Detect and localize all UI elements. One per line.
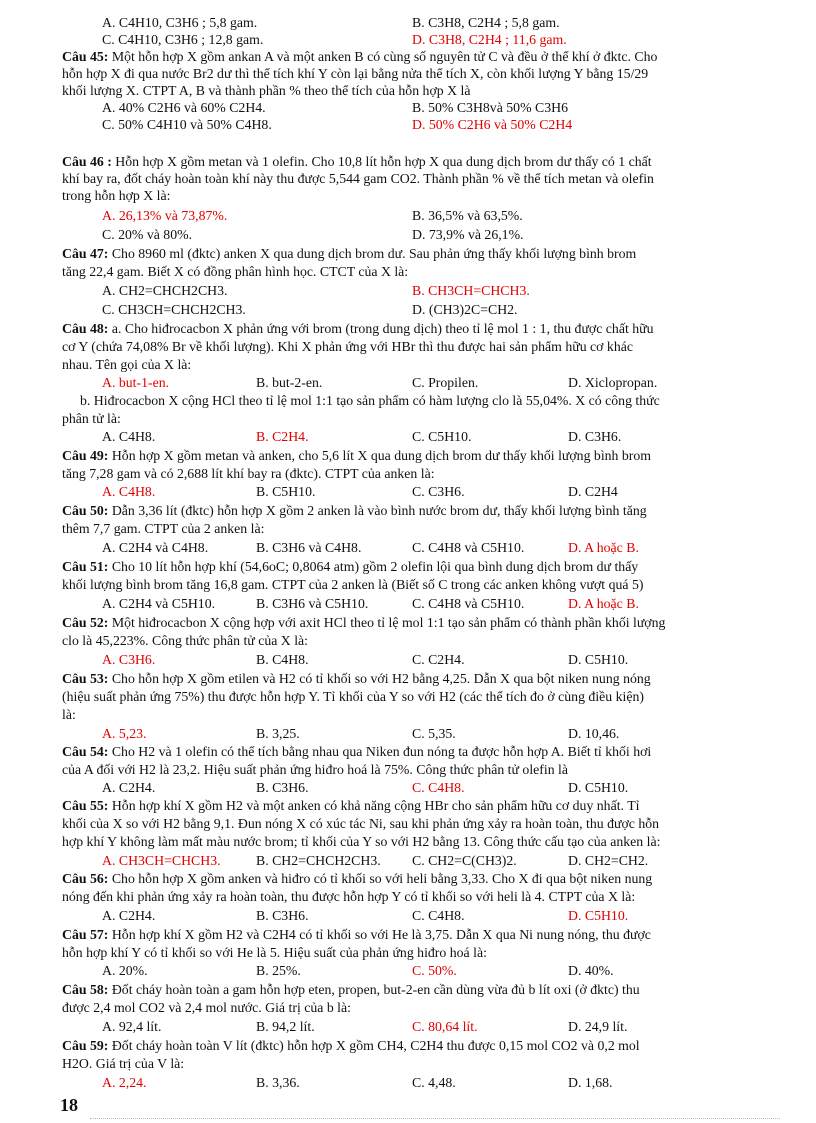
question-label: Câu 56: (62, 871, 109, 886)
option-a-answer: A. CH3CH=CHCH3. (102, 853, 221, 868)
question-text: Một hỗn hợp X gồm ankan A và một anken B có cùng số nguyên tử C và đều ở thể khí ở đktc. Cho (108, 49, 658, 64)
question-label: Câu 53: (62, 671, 109, 686)
footer-divider (90, 1118, 780, 1119)
option-c: C. C4H8 và C5H10. (412, 540, 525, 555)
option-c: C. 20% và 80%. (102, 227, 193, 242)
option-c: C. C4H8 và C5H10. (412, 596, 525, 611)
question-label: Câu 54: (62, 744, 109, 759)
option-c: C. C4H8. (412, 908, 465, 923)
question-48-line-1 (62, 320, 778, 337)
option-c: C. C5H10. (412, 429, 472, 444)
question-label: Câu 49: (62, 448, 109, 463)
option-b: B. C3H6. (256, 780, 309, 795)
option-d-answer: D. 50% C2H6 và 50% C2H4 (412, 117, 573, 132)
question-57-line-2: hỗn hợp khí Y có tỉ khối so với He là 5. Hiệu suất của phản ứng hiđro hoá là: (62, 945, 487, 960)
option-b: B. C5H10. (256, 484, 316, 499)
option-b-answer: B. CH3CH=CHCH3. (412, 283, 530, 298)
question-text: Cho hỗn hợp X gồm anken và hiđro có tỉ khối so với heli bằng 3,33. Cho X đi qua bột niken nung (108, 871, 653, 886)
question-54-line-1 (62, 743, 778, 760)
option-d: D. Xiclopropan. (568, 375, 658, 390)
option-c: C. C4H10, C3H6 ; 12,8 gam. (102, 32, 264, 47)
question-label: Câu 47: (62, 246, 109, 261)
question-label: Câu 45: (62, 49, 109, 64)
question-53-line-3: là: (62, 707, 76, 722)
option-d: D. (CH3)2C=CH2. (412, 302, 518, 317)
question-52-line-2: clo là 45,223%. Công thức phân tử của X là: (62, 633, 308, 648)
option-a: A. C2H4 và C4H8. (102, 540, 209, 555)
question-47-line-2: tăng 22,4 gam. Biết X có đồng phân hình học. CTCT của X là: (62, 264, 409, 279)
option-c: C. 4,48. (412, 1075, 456, 1090)
option-d: D. C5H10. (568, 780, 629, 795)
question-label: Câu 57: (62, 927, 109, 942)
question-52-line-1 (62, 614, 778, 631)
option-c: C. C2H4. (412, 652, 465, 667)
option-b: B. C4H8. (256, 652, 309, 667)
option-c-answer: C. 80,64 lít. (412, 1019, 478, 1034)
question-label: Câu 50: (62, 503, 109, 518)
question-text: Dẫn 3,36 lít (đktc) hỗn hợp X gồm 2 anken là vào bình nước brom dư, thấy khối lượng bình tăng (108, 503, 647, 518)
option-a: A. C2H4 và C5H10. (102, 596, 216, 611)
option-d-answer: D. A hoặc B. (568, 596, 639, 611)
question-label: Câu 55: (62, 798, 109, 813)
option-c-answer: C. 50%. (412, 963, 457, 978)
option-d: D. 10,46. (568, 726, 620, 741)
option-b: B. C3H8, C2H4 ; 5,8 gam. (412, 15, 560, 30)
option-a-answer: A. 26,13% và 73,87%. (102, 208, 228, 223)
question-label: Câu 48: (62, 321, 109, 336)
question-50-line-1 (62, 502, 778, 519)
question-58-line-2: được 2,4 mol CO2 và 2,4 mol nước. Giá trị của b là: (62, 1000, 351, 1015)
option-a: A. 92,4 lít. (102, 1019, 162, 1034)
question-54-line-2: của A đối với H2 là 23,2. Hiệu suất phản ứng hiđro hoá là 75%. Công thức phân tử olefin là (62, 762, 569, 777)
question-label: Câu 52: (62, 615, 109, 630)
question-49-line-2: tăng 7,28 gam và có 2,688 lít khí bay ra (đktc). CTPT của anken là: (62, 466, 435, 481)
question-59-line-1 (62, 1037, 778, 1054)
option-a-answer: A. but-1-en. (102, 375, 170, 390)
question-46-line-1 (62, 153, 778, 170)
question-48-line-2: cơ Y (chứa 74,08% Br về khối lượng). Khi X phản ứng với HBr thì thu được hai sản phẩm hữu cơ khác (62, 339, 633, 354)
option-a: A. C2H4. (102, 908, 156, 923)
option-a: A. C4H8. (102, 429, 156, 444)
question-45-line-1 (62, 48, 778, 65)
option-c: C. 50% C4H10 và 50% C4H8. (102, 117, 272, 132)
question-53-line-2: (hiệu suất phản ứng 75%) thu được hỗn hợp Y. Tỉ khối của Y so với H2 (các thể tích đo ở cùng điều kiện) (62, 689, 644, 704)
question-label: Câu 58: (62, 982, 109, 997)
question-text: Đốt cháy hoàn toàn a gam hỗn hợp eten, propen, but-2-en cần dùng vừa đủ b lít oxi (ở đktc) thu (108, 982, 640, 997)
question-49-line-1 (62, 447, 778, 464)
option-b: B. C3H6 và C4H8. (256, 540, 362, 555)
option-c: C. Propilen. (412, 375, 479, 390)
question-55-line-2: khối của X so với H2 bằng 9,1. Đun nóng X có xúc tác Ni, sau khi phản ứng xảy ra hoàn toàn, thu được hỗn (62, 816, 660, 831)
option-d: D. C2H4 (568, 484, 618, 499)
option-c: C. CH3CH=CHCH2CH3. (102, 302, 246, 317)
option-b: B. C3H6 và C5H10. (256, 596, 369, 611)
option-a: A. C4H10, C3H6 ; 5,8 gam. (102, 15, 258, 30)
option-c: C. CH2=C(CH3)2. (412, 853, 517, 868)
option-d-answer: D. C3H8, C2H4 ; 11,6 gam. (412, 32, 567, 47)
question-46-line-3: trong hỗn hợp X là: (62, 188, 171, 203)
question-text: Cho 8960 ml (đktc) anken X qua dung dịch brom dư. Sau phản ứng thấy khối lượng bình brom (108, 246, 637, 261)
option-d: D. 1,68. (568, 1075, 613, 1090)
question-58-line-1 (62, 981, 778, 998)
question-56-line-1 (62, 870, 778, 887)
option-d: D. C5H10. (568, 652, 629, 667)
option-b: B. 3,25. (256, 726, 300, 741)
option-d: D. 73,9% và 26,1%. (412, 227, 524, 242)
question-label: Câu 59: (62, 1038, 109, 1053)
option-d: D. 24,9 lít. (568, 1019, 628, 1034)
question-text: Hỗn hợp khí X gồm H2 và C2H4 có tỉ khối so với He là 3,75. Dẫn X qua Ni nung nóng, thu được (108, 927, 651, 942)
question-text: Cho 10 lít hỗn hợp khí (54,6oC; 0,8064 atm) gồm 2 olefin lội qua bình dung dịch brom dư thấy (108, 559, 639, 574)
option-d: D. CH2=CH2. (568, 853, 649, 868)
question-48b-line-1: b. Hiđrocacbon X cộng HCl theo tỉ lệ mol 1:1 tạo sản phẩm có hàm lượng clo là 55,04%. X có công thức (80, 393, 660, 408)
option-b: B. 3,36. (256, 1075, 300, 1090)
option-b: B. but-2-en. (256, 375, 323, 390)
option-c-answer: C. C4H8. (412, 780, 465, 795)
question-text: Hỗn hợp khí X gồm H2 và một anken có khả năng cộng HBr cho sản phẩm hữu cơ duy nhất. Tỉ (108, 798, 640, 813)
question-50-line-2: thêm 7,7 gam. CTPT của 2 anken là: (62, 521, 265, 536)
question-text: Cho hỗn hợp X gồm etilen và H2 có tỉ khối so với H2 bằng 4,25. Dẫn X qua bột niken nung nóng (108, 671, 651, 686)
question-45-line-2: hỗn hợp X đi qua nước Br2 dư thì thể tích khí Y còn lại bằng nửa thể tích X, còn khối lượng Y bằng 15/29 (62, 66, 649, 81)
option-a: A. 20%. (102, 963, 148, 978)
question-53-line-1 (62, 670, 778, 687)
question-text: Cho H2 và 1 olefin có thể tích bằng nhau qua Niken đun nóng ta được hỗn hợp A. Biết tỉ khối hơi (108, 744, 652, 759)
question-48-line-3: nhau. Tên gọi của X là: (62, 357, 192, 372)
question-text: Hỗn hợp X gồm metan và anken, cho 5,6 lít X qua dung dịch brom dư thấy khối lượng bình brom (108, 448, 652, 463)
question-45-line-3: khối lượng X. CTPT A, B và thành phần % theo thể tích của hỗn hợp X là (62, 83, 471, 98)
question-46-line-2: khí bay ra, đốt cháy hoàn toàn khí này thu được 5,544 gam CO2. Thành phần % về thể tích metan và olefin (62, 171, 654, 186)
option-a: A. CH2=CHCH2CH3. (102, 283, 228, 298)
option-b: B. 25%. (256, 963, 301, 978)
question-label: Câu 51: (62, 559, 109, 574)
question-55-line-1 (62, 797, 778, 814)
option-c: C. 5,35. (412, 726, 456, 741)
option-a: A. 40% C2H6 và 60% C2H4. (102, 100, 266, 115)
question-55-line-3: hợp khí Y không làm mất màu nước brom; tỉ khối của Y so với H2 bằng 13. Công thức cấu tạo của anken là: (62, 834, 661, 849)
option-b: B. 36,5% và 63,5%. (412, 208, 523, 223)
option-d-answer: D. C5H10. (568, 908, 629, 923)
option-b: B. C3H6. (256, 908, 309, 923)
question-47-line-1 (62, 245, 778, 262)
question-51-line-2: khối lượng bình brom tăng 16,8 gam. CTPT của 2 anken là (Biết số C trong các anken không vượt quá 5) (62, 577, 644, 592)
question-text: a. Cho hiđrocacbon X phản ứng với brom (trong dung dịch) theo tỉ lệ mol 1 : 1, thu được chất hữu (108, 321, 654, 336)
option-a-answer: A. 5,23. (102, 726, 147, 741)
question-48b-line-2: phân tử là: (62, 411, 121, 426)
option-c: C. C3H6. (412, 484, 465, 499)
question-text: Một hiđrocacbon X cộng hợp với axit HCl theo tỉ lệ mol 1:1 tạo sản phẩm có thành phần khối lượng (108, 615, 666, 630)
option-a-answer: A. 2,24. (102, 1075, 147, 1090)
question-text: Hỗn hợp X gồm metan và 1 olefin. Cho 10,8 lít hỗn hợp X qua dung dịch brom dư thấy có 1 chất (111, 154, 652, 169)
option-a-answer: A. C4H8. (102, 484, 156, 499)
question-57-line-1 (62, 926, 778, 943)
page-number: 18 (60, 1095, 78, 1115)
option-a-answer: A. C3H6. (102, 652, 156, 667)
option-d-answer: D. A hoặc B. (568, 540, 639, 555)
question-51-line-1 (62, 558, 778, 575)
option-b: B. CH2=CHCH2CH3. (256, 853, 381, 868)
question-56-line-2: nóng đến khi phản ứng xảy ra hoàn toàn, thu được hỗn hợp Y có tỉ khối so với heli là 4. CTPT của X là: (62, 889, 636, 904)
option-b: B. 50% C3H8và 50% C3H6 (412, 100, 568, 115)
option-d: D. 40%. (568, 963, 614, 978)
question-59-line-2: H2O. Giá trị của V là: (62, 1056, 185, 1071)
option-b-answer: B. C2H4. (256, 429, 309, 444)
option-b: B. 94,2 lít. (256, 1019, 315, 1034)
question-text: Đốt cháy hoàn toàn V lít (đktc) hỗn hợp X gồm CH4, C2H4 thu được 0,15 mol CO2 và 0,2 mol (108, 1038, 640, 1053)
option-a: A. C2H4. (102, 780, 156, 795)
question-label: Câu 46 : (62, 154, 112, 169)
option-d: D. C3H6. (568, 429, 622, 444)
